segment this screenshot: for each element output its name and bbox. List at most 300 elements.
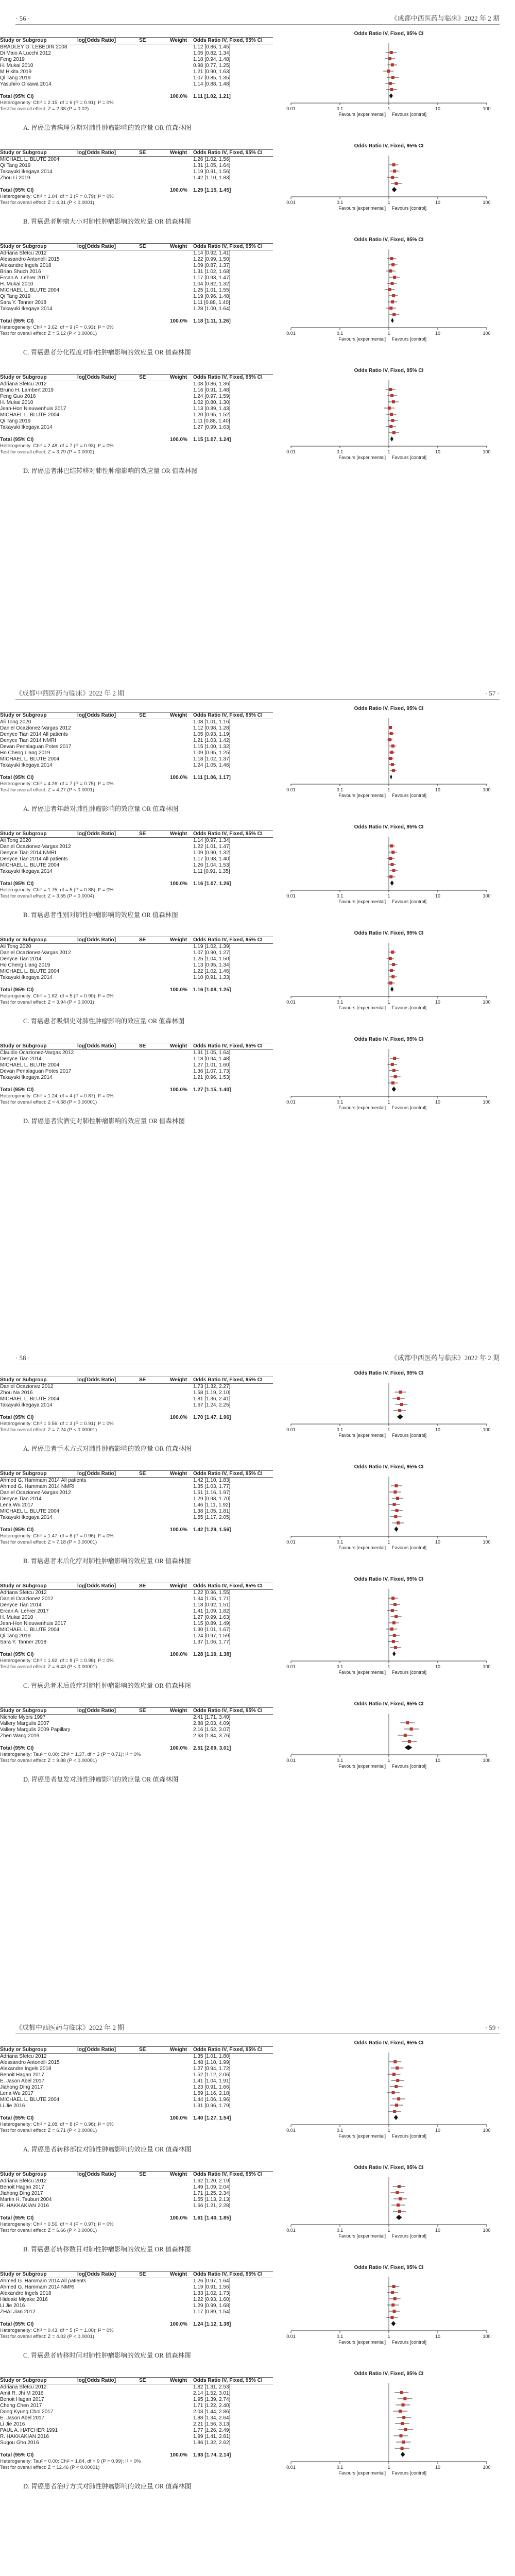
study-weight (170, 2184, 193, 2191)
total-weight: 100.0% (170, 987, 187, 993)
forest-plot-panel (0, 824, 515, 919)
spacer-row (0, 1081, 273, 1087)
point-estimate (393, 1603, 397, 1606)
odds-ratio-ci: 1.09 [0.95, 1.25] (193, 750, 231, 756)
x-tick-label: 100 (483, 449, 491, 454)
column-header-logor: log[Odds Ratio] (77, 150, 116, 156)
total-row (0, 437, 273, 443)
odds-ratio-ci: 1.22 [1.01, 1.47] (193, 844, 231, 850)
study-weight (170, 1615, 193, 1621)
forest-plot-svg (281, 2171, 497, 2246)
table-row (0, 1075, 273, 1081)
table-row (0, 2191, 273, 2197)
log-odds-ratio (77, 1590, 139, 1596)
study-name: Zhen Wang 2019 (0, 1733, 40, 1739)
study-weight (170, 1490, 193, 1496)
odds-ratio-ci: 1.27 [0.94, 1.72] (193, 2066, 231, 2072)
point-estimate (390, 2316, 393, 2319)
odds-ratio-ci: 2.03 [1.44, 2.86] (193, 2409, 231, 2415)
x-tick-label: 0.01 (286, 1539, 296, 1545)
odds-ratio-ci: 1.31 [1.02, 1.68] (193, 269, 231, 275)
study-weight (170, 2291, 193, 2297)
figure-caption: C. 胃癌患者吸烟史对肺性肿瘤影响的效应量 OR 值森林图 (23, 1018, 185, 1025)
study-name: Benoit Hagan 2017 (0, 2184, 44, 2190)
x-tick-label: 0.01 (286, 449, 296, 454)
page-header (15, 2019, 500, 2034)
odds-ratio-ci: 1.66 [1.21, 2.28] (193, 2203, 231, 2209)
table-row (0, 1402, 273, 1409)
study-weight (170, 1484, 193, 1490)
column-header-weight: Weight (170, 2047, 187, 2053)
table-row (0, 2391, 273, 2397)
favours-right-label: Favours [control] (392, 899, 427, 904)
point-estimate (401, 2447, 404, 2450)
odds-ratio-ci: 1.35 [1.01, 1.80] (193, 2054, 231, 2059)
total-logor (77, 1415, 139, 1421)
study-weight (170, 263, 193, 269)
point-estimate (389, 425, 392, 428)
table-header-row (0, 2046, 273, 2054)
favours-left-label: Favours [experimental] (338, 2340, 386, 2345)
standard-error (139, 856, 170, 862)
standard-error (139, 2203, 170, 2209)
total-se (139, 1652, 170, 1658)
pooled-diamond (390, 987, 393, 992)
x-tick-label: 1 (387, 449, 390, 454)
pooled-diamond (389, 93, 393, 98)
table-header-row (0, 1043, 273, 1050)
study-name: Alexandre Ingels 2018 (0, 263, 52, 268)
study-weight (170, 2297, 193, 2303)
table-row (0, 1596, 273, 1602)
favours-right-label: Favours [control] (392, 1005, 427, 1010)
standard-error (139, 69, 170, 75)
x-tick-label: 100 (483, 999, 491, 1005)
study-table (0, 1043, 273, 1106)
odds-ratio-ci: 1.31 [1.05, 1.64] (193, 163, 231, 168)
total-weight: 100.0% (170, 318, 187, 324)
spacer-row (0, 981, 273, 987)
table-row (0, 50, 273, 57)
study-name: Ho Cheng Liang 2019 (0, 962, 50, 968)
study-weight (170, 75, 193, 81)
odds-ratio-ci: 1.25 [1.01, 1.55] (193, 287, 231, 293)
study-weight (170, 725, 193, 732)
page-header-left: · 56 · (15, 14, 30, 22)
study-weight (170, 1727, 193, 1733)
log-odds-ratio (77, 862, 139, 869)
study-weight (170, 1478, 193, 1484)
study-name: MICHAEL L. BLUTE 2004 (0, 1627, 60, 1633)
study-weight (170, 1590, 193, 1596)
study-weight (170, 869, 193, 875)
x-tick-label: 1 (387, 331, 390, 336)
standard-error (139, 838, 170, 844)
total-logor (77, 1087, 139, 1093)
table-row (0, 1639, 273, 1646)
log-odds-ratio (77, 850, 139, 856)
study-name: H. Mukai 2010 (0, 63, 33, 69)
total-ci: 1.61 [1.40, 1.85] (193, 2215, 231, 2221)
study-table (0, 1583, 273, 1670)
point-estimate (404, 2428, 407, 2431)
favours-right-label: Favours [control] (392, 455, 427, 460)
table-row (0, 2415, 273, 2421)
column-header-study: Study or Subgroup (0, 1377, 47, 1383)
study-name: E. Jason Abel 2017 (0, 2078, 45, 2084)
total-label: Total (95% CI) (0, 437, 34, 443)
favours-left-label: Favours [experimental] (338, 793, 386, 798)
odds-ratio-ci: 1.22 [1.02, 1.46] (193, 969, 231, 974)
study-weight (170, 762, 193, 769)
log-odds-ratio (77, 1062, 139, 1069)
log-odds-ratio (77, 2297, 139, 2303)
x-tick-label: 0.01 (286, 2228, 296, 2233)
column-header-study: Study or Subgroup (0, 2378, 47, 2383)
odds-ratio-ci: 1.19 [0.91, 1.56] (193, 169, 231, 175)
table-row (0, 157, 273, 163)
log-odds-ratio (77, 1069, 139, 1075)
study-name: M Hikita 2019 (0, 69, 32, 75)
forest-plot (281, 1377, 497, 1446)
study-weight (170, 1608, 193, 1615)
favours-right-label: Favours [control] (392, 1545, 427, 1550)
odds-ratio-ci: 1.25 [1.04, 1.50] (193, 956, 231, 962)
forest-plot-svg (281, 2271, 497, 2352)
column-header-ci: Odds Ratio IV, Fixed, 95% CI (193, 937, 263, 943)
odds-ratio-ci: 1.49 [1.09, 2.04] (193, 2184, 231, 2190)
log-odds-ratio (77, 57, 139, 63)
study-weight (170, 2197, 193, 2203)
forest-plot-svg (281, 831, 497, 912)
x-tick-label: 0.1 (336, 999, 344, 1005)
odds-ratio-ci: 1.35 [1.03, 1.77] (193, 1484, 231, 1489)
study-name: Di Maio A Lucchi 2012 (0, 50, 51, 56)
figure-caption: C. 胃癌患者分化程度对肺性肿瘤影响的效应量 OR 值森林图 (23, 349, 191, 356)
odds-ratio-ci: 1.19 [0.91, 1.56] (193, 2284, 231, 2290)
odds-ratio-ci: 1.21 [0.90, 1.63] (193, 69, 231, 75)
total-weight: 100.0% (170, 881, 187, 887)
standard-error (139, 412, 170, 418)
standard-error (139, 1484, 170, 1490)
study-name: Devan Penalaguan Potes 2017 (0, 1069, 72, 1074)
table-row (0, 1496, 273, 1502)
log-odds-ratio (77, 175, 139, 181)
total-label: Total (95% CI) (0, 881, 34, 887)
study-weight (170, 50, 193, 57)
study-weight (170, 2403, 193, 2409)
study-weight (170, 2440, 193, 2446)
standard-error (139, 950, 170, 956)
total-row (0, 1745, 273, 1752)
study-weight (170, 2054, 193, 2060)
favours-left-label: Favours [experimental] (338, 2133, 386, 2139)
total-ci: 1.27 [1.15, 1.40] (193, 1087, 231, 1093)
study-weight (170, 44, 193, 50)
point-estimate (390, 394, 393, 397)
standard-error (139, 81, 170, 88)
study-weight (170, 163, 193, 169)
point-estimate (397, 1397, 400, 1400)
table-row (0, 400, 273, 406)
table-row (0, 2309, 273, 2315)
log-odds-ratio (77, 2103, 139, 2109)
plot-title: Odds Ratio IV, Fixed, 95% CI (354, 1037, 424, 1042)
point-estimate (401, 2422, 404, 2425)
study-weight (170, 69, 193, 75)
standard-error (139, 2403, 170, 2409)
point-estimate (408, 1740, 411, 1743)
table-header-row (0, 149, 273, 157)
point-estimate (393, 1503, 396, 1506)
log-odds-ratio (77, 300, 139, 306)
column-header-se: SE (139, 150, 146, 156)
heterogeneity-text: Heterogeneity: Chi² = 1.75, df = 5 (P = 0.88); I² = 0% (0, 887, 114, 893)
log-odds-ratio (77, 2403, 139, 2409)
column-header-ci: Odds Ratio IV, Fixed, 95% CI (193, 1583, 263, 1589)
standard-error (139, 1608, 170, 1615)
log-odds-ratio (77, 1390, 139, 1396)
log-odds-ratio (77, 400, 139, 406)
overall-effect-text: Test for overall effect: Z = 12.46 (P < 0.00001) (0, 2465, 100, 2470)
x-tick-label: 100 (483, 2465, 491, 2470)
log-odds-ratio (77, 1715, 139, 1721)
point-estimate (399, 1391, 402, 1394)
odds-ratio-ci: 1.04 [0.82, 1.32] (193, 281, 231, 287)
total-ci: 1.16 [1.07, 1.26] (193, 881, 231, 887)
total-logor (77, 1652, 139, 1658)
odds-ratio-ci: 1.41 [1.04, 1.91] (193, 2078, 231, 2084)
forest-plot-panel (0, 706, 515, 813)
column-header-logor: log[Odds Ratio] (77, 38, 116, 43)
x-tick-label: 10 (435, 1758, 441, 1763)
odds-ratio-ci: 1.30 [1.01, 1.67] (193, 1627, 231, 1633)
x-tick-label: 0.1 (336, 1427, 344, 1432)
study-weight (170, 2284, 193, 2291)
point-estimate (388, 288, 391, 291)
point-estimate (406, 1721, 409, 1724)
log-odds-ratio (77, 50, 139, 57)
heterogeneity-text: Heterogeneity: Chi² = 2.48, df = 7 (P = 0.93); I² = 0% (0, 443, 114, 449)
study-weight (170, 1602, 193, 1608)
pooled-diamond (390, 880, 394, 886)
column-header-se: SE (139, 1583, 146, 1589)
standard-error (139, 2297, 170, 2303)
standard-error (139, 1478, 170, 1484)
study-name: E. Jason Abel 2017 (0, 2415, 45, 2421)
log-odds-ratio (77, 844, 139, 850)
study-weight (170, 1502, 193, 1509)
standard-error (139, 2178, 170, 2184)
point-estimate (393, 170, 396, 173)
point-estimate (391, 744, 394, 748)
odds-ratio-ci: 1.18 [0.92, 1.51] (193, 1602, 231, 1608)
forest-plot (281, 37, 497, 125)
log-odds-ratio (77, 1396, 139, 1402)
study-name: Jiahong Ding 2017 (0, 2084, 43, 2090)
x-tick-label: 10 (435, 106, 441, 111)
log-odds-ratio (77, 1478, 139, 1484)
plot-title: Odds Ratio IV, Fixed, 95% CI (354, 368, 424, 374)
study-weight (170, 387, 193, 394)
forest-plot-panel (0, 237, 515, 357)
point-estimate (390, 863, 393, 866)
table-row (0, 1615, 273, 1621)
study-name: Amit R. Jhi M 2016 (0, 2391, 44, 2396)
point-estimate (390, 969, 393, 972)
total-weight: 100.0% (170, 2321, 187, 2327)
favours-left-label: Favours [experimental] (338, 1670, 386, 1675)
table-row (0, 962, 273, 969)
log-odds-ratio (77, 1050, 139, 1056)
study-weight (170, 57, 193, 63)
table-row (0, 250, 273, 257)
spacer-row (0, 1409, 273, 1415)
point-estimate (390, 257, 393, 260)
total-label: Total (95% CI) (0, 1745, 34, 1751)
column-header-se: SE (139, 1377, 146, 1383)
odds-ratio-ci: 1.27 [0.99, 1.63] (193, 1615, 231, 1620)
study-weight (170, 1069, 193, 1075)
study-table (0, 1470, 273, 1546)
study-weight (170, 744, 193, 750)
favours-left-label: Favours [experimental] (338, 1764, 386, 1769)
standard-error (139, 263, 170, 269)
log-odds-ratio (77, 2060, 139, 2066)
plot-title: Odds Ratio IV, Fixed, 95% CI (354, 1701, 424, 1707)
odds-ratio-ci: 1.71 [1.22, 2.40] (193, 2403, 231, 2409)
odds-ratio-ci: 1.26 [1.02, 1.56] (193, 157, 231, 162)
study-name: Daniel Ocazionez-Vargas 2012 (0, 950, 71, 956)
table-row (0, 381, 273, 387)
point-estimate (391, 263, 394, 266)
x-tick-label: 0.1 (336, 331, 344, 336)
study-name: Qi Tang 2019 (0, 75, 31, 81)
study-table (0, 37, 273, 112)
point-estimate (389, 857, 392, 860)
forest-plot (281, 2271, 497, 2352)
figure-caption: D. 胃癌患者治疗方式对肺性肿瘤影响的效应量 OR 值森林图 (23, 2483, 192, 2490)
odds-ratio-ci: 1.31 [1.05, 1.64] (193, 1050, 231, 1056)
log-odds-ratio (77, 2291, 139, 2297)
odds-ratio-ci: 1.86 [1.32, 2.62] (193, 2440, 231, 2446)
spacer-row (0, 88, 273, 94)
forest-plot-panel (0, 2165, 515, 2253)
point-estimate (393, 2297, 397, 2300)
log-odds-ratio (77, 732, 139, 738)
study-weight (170, 2191, 193, 2197)
column-header-se: SE (139, 244, 146, 249)
log-odds-ratio (77, 1056, 139, 1062)
column-header-se: SE (139, 2172, 146, 2177)
x-tick-label: 0.1 (336, 449, 344, 454)
page-header-left: 《成都中西医药与临床》2022 年 2 期 (15, 689, 125, 697)
study-name: Li Jie 2016 (0, 2103, 25, 2109)
spacer-row (0, 2315, 273, 2321)
standard-error (139, 63, 170, 69)
study-weight (170, 1621, 193, 1627)
page-header-right: 《成都中西医药与临床》2022 年 2 期 (390, 14, 500, 22)
x-tick-label: 0.1 (336, 787, 344, 792)
forest-plot-panel (0, 1037, 515, 1125)
standard-error (139, 1733, 170, 1739)
study-name: Jiahong Ding 2017 (0, 2191, 43, 2196)
odds-ratio-ci: 1.15 [1.00, 1.32] (193, 744, 231, 750)
point-estimate (410, 1727, 413, 1731)
column-header-study: Study or Subgroup (0, 1471, 47, 1477)
study-name: Daniel Ocazionez 2012 (0, 1596, 54, 1602)
point-estimate (403, 2397, 406, 2400)
study-weight (170, 2391, 193, 2397)
study-name: Benoit Hagan 2017 (0, 2397, 44, 2402)
table-row (0, 1502, 273, 1509)
log-odds-ratio (77, 1633, 139, 1639)
table-row (0, 425, 273, 431)
odds-ratio-ci: 1.73 [1.32, 2.27] (193, 1384, 231, 1389)
point-estimate (391, 951, 394, 954)
point-estimate (391, 2291, 394, 2294)
table-row (0, 2440, 273, 2446)
x-tick-label: 0.1 (336, 2465, 344, 2470)
point-estimate (390, 282, 393, 285)
log-odds-ratio (77, 269, 139, 275)
log-odds-ratio (77, 2091, 139, 2097)
log-odds-ratio (77, 962, 139, 969)
x-tick-label: 10 (435, 2128, 441, 2133)
log-odds-ratio (77, 281, 139, 287)
x-tick-label: 100 (483, 1099, 491, 1105)
table-row (0, 2060, 273, 2066)
log-odds-ratio (77, 157, 139, 163)
table-row (0, 394, 273, 400)
column-header-ci: Odds Ratio IV, Fixed, 95% CI (193, 1471, 263, 1477)
point-estimate (393, 1490, 397, 1494)
log-odds-ratio (77, 2309, 139, 2315)
point-estimate (399, 2197, 402, 2200)
table-row (0, 732, 273, 738)
point-estimate (392, 431, 396, 434)
column-header-study: Study or Subgroup (0, 1043, 47, 1049)
table-row (0, 950, 273, 956)
column-header-logor: log[Odds Ratio] (77, 937, 116, 943)
study-name: ZHAI Jian 2012 (0, 2309, 36, 2315)
page-header (15, 9, 500, 25)
standard-error (139, 75, 170, 81)
favours-right-label: Favours [control] (392, 2233, 427, 2239)
odds-ratio-ci: 1.08 [0.86, 1.36] (193, 381, 231, 387)
figure-caption: B. 胃癌患者肿瘤大小对肺性肿瘤影响的效应量 OR 值森林图 (23, 218, 191, 225)
table-header-row (0, 1470, 273, 1478)
table-header-row (0, 937, 273, 944)
log-odds-ratio (77, 2178, 139, 2184)
study-name: Takayuki Ikegaya 2014 (0, 1402, 53, 1408)
point-estimate (391, 300, 394, 303)
table-row (0, 2428, 273, 2434)
total-row (0, 318, 273, 325)
odds-ratio-ci: 1.28 [1.00, 1.64] (193, 306, 231, 312)
page-header (15, 684, 500, 700)
study-weight (170, 250, 193, 257)
x-tick-label: 10 (435, 200, 441, 205)
spacer-row (0, 1739, 273, 1745)
odds-ratio-ci: 1.07 [0.90, 1.27] (193, 950, 231, 956)
log-odds-ratio (77, 69, 139, 75)
study-weight (170, 2384, 193, 2391)
x-tick-label: 100 (483, 2228, 491, 2233)
total-weight: 100.0% (170, 2115, 187, 2121)
log-odds-ratio (77, 2084, 139, 2091)
study-table (0, 1377, 273, 1433)
